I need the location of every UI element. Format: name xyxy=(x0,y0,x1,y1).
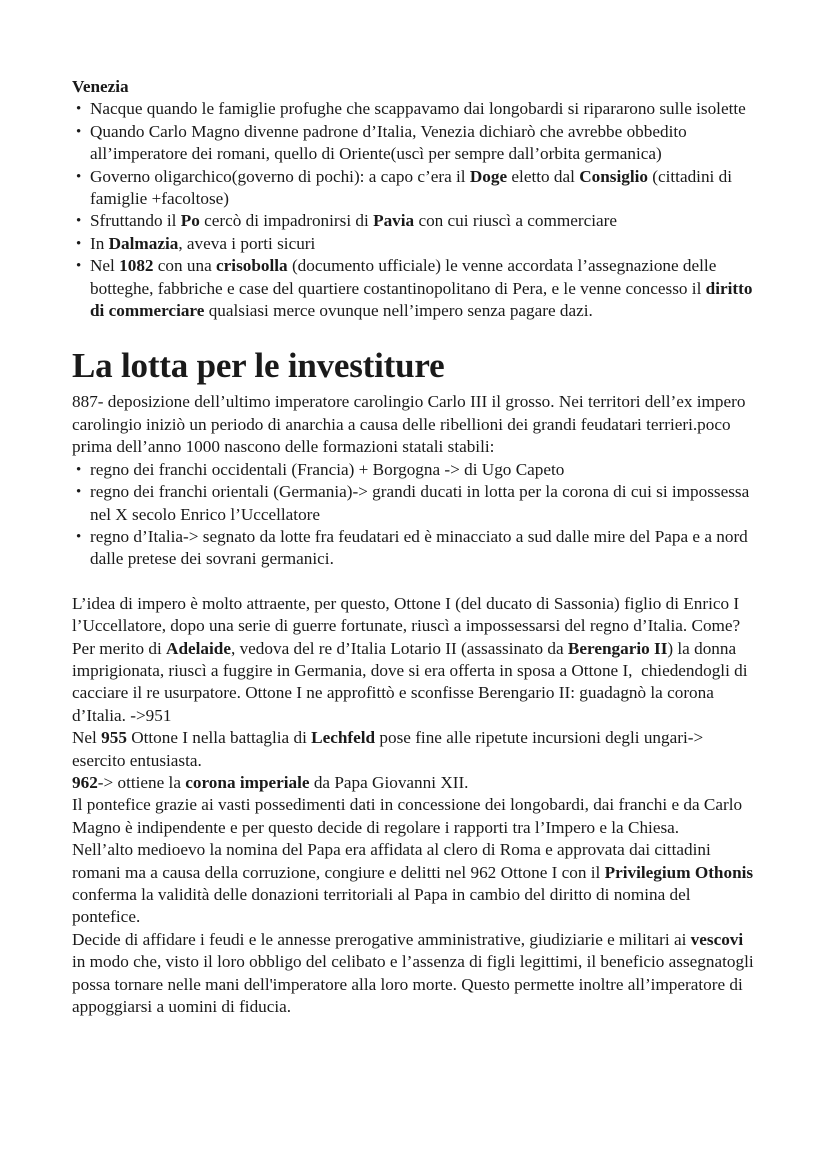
bullet-item xyxy=(72,121,758,166)
bullet-dot-icon: • xyxy=(76,168,82,185)
bold-run: Consiglio xyxy=(579,166,648,186)
text-run: Governo oligarchico(governo di pochi): a capo c’era il xyxy=(90,166,470,186)
bullet-text xyxy=(90,527,748,568)
bullet-text xyxy=(90,482,749,523)
bullet-text xyxy=(90,234,315,253)
body-paragraph xyxy=(72,638,758,728)
text-run: eletto dal xyxy=(507,166,580,186)
text-run: qualsiasi merce ovunque nell’impero senza pagare dazi. xyxy=(204,301,593,321)
body-paragraphs xyxy=(72,593,758,1019)
bullet-item xyxy=(72,481,758,526)
bold-run: Po xyxy=(180,211,200,231)
text-run: Nel xyxy=(90,256,120,276)
bullet-item xyxy=(72,459,758,481)
bullet-dot-icon: • xyxy=(76,123,82,140)
bullet-dot-icon: • xyxy=(76,213,82,230)
text-run: conferma la validità delle donazioni territoriali al Papa in cambio del diritto di nomina del pontefice. xyxy=(72,862,758,927)
text-run: , vedova del re d’Italia Lotario II (assassinato da xyxy=(230,638,568,658)
text-run: , aveva i porti sicuri xyxy=(178,233,316,253)
bold-run: crisobolla xyxy=(216,256,288,276)
bullet-dot-icon: • xyxy=(76,258,82,275)
bold-run: Privilegium Othonis xyxy=(604,862,754,882)
text-run: (documento ufficiale) le venne accordata l’assegnazione delle botteghe, fabbriche e case del quartiere costantinopolitano di Pera, e le venne concesso il xyxy=(90,256,717,298)
text-run: (cittadini di famiglie +facoltose) xyxy=(90,166,732,209)
bullet-text xyxy=(90,122,687,163)
text-run: da Papa Giovanni XII. xyxy=(309,772,469,792)
bullet-dot-icon: • xyxy=(76,101,82,118)
text-run: Quando Carlo Magno divenne padrone d’Italia, Venezia dichiarò che avrebbe obbedito all’imperatore dei romani, quello di Oriente(uscì per sempre dall’orbita germanica) xyxy=(90,121,687,164)
text-run: con una xyxy=(153,256,217,276)
text-run: in modo che, visto il loro obbligo del celibato e l’assenza di figli legittimi, il beneficio assegnatogli possa tornare nelle mani dell'imperatore alla loro morte. Questo permette inoltre all’imperatore di appoggiarsi a uomini di fiducia. xyxy=(72,929,758,1017)
bold-run: Berengario II xyxy=(567,638,668,658)
text-run: In xyxy=(90,233,109,253)
bullet-text xyxy=(90,167,732,208)
text-run: con cui riuscì a commerciare xyxy=(414,211,617,231)
text-run: Per merito di xyxy=(72,638,167,658)
body-paragraph xyxy=(72,929,758,1019)
section-venezia xyxy=(72,76,758,322)
bold-run: Pavia xyxy=(373,211,415,231)
bullet-text xyxy=(90,460,564,479)
page-title: La lotta per le investiture xyxy=(72,346,445,386)
body-paragraph xyxy=(72,593,758,638)
bullet-item xyxy=(72,526,758,571)
text-run: cercò di impadronirsi di xyxy=(199,211,374,231)
bold-run: Adelaide xyxy=(166,638,231,658)
body-paragraph xyxy=(72,794,758,839)
bold-run: diritto di commerciare xyxy=(90,278,753,321)
bold-run: Lechfeld xyxy=(311,728,376,748)
bold-run: 962 xyxy=(72,772,98,792)
bold-run: corona imperiale xyxy=(185,772,310,792)
bullet-text xyxy=(90,256,752,320)
text-run: Nacque quando le famiglie profughe che scappavamo dai longobardi si ripararono sulle isolette xyxy=(90,99,746,119)
body-paragraph xyxy=(72,839,758,929)
text-run: -> ottiene la xyxy=(97,772,186,792)
bold-run: Dalmazia xyxy=(108,233,179,253)
text-run: Il pontefice grazie ai vasti possedimenti dati in concessione dei longobardi, dai franchi e da Carlo Magno è indipendente e per questo decide di regolare i rapporti tra l’Impero e la Chiesa. xyxy=(72,795,747,837)
text-run: Nell’alto medioevo la nomina del Papa era affidata al clero di Roma e approvata dai cittadini romani ma a causa della corruzione, congiure e delitti nel 962 Ottone I con il xyxy=(72,840,716,882)
bullet-dot-icon: • xyxy=(76,235,82,252)
bullet-item xyxy=(72,98,758,120)
bullet-item xyxy=(72,255,758,322)
bold-run: vescovi xyxy=(690,929,744,949)
text-run: regno dei franchi occidentali (Francia) + Borgogna -> di Ugo Capeto xyxy=(90,459,565,479)
text-run: Nel xyxy=(72,728,102,748)
bullet-item xyxy=(72,210,758,232)
document-body xyxy=(72,76,758,1018)
body-paragraph xyxy=(72,772,758,794)
bullet-dot-icon: • xyxy=(76,461,82,478)
text-run: Decide di affidare i feudi e le annesse prerogative amministrative, giudiziarie e militari ai xyxy=(72,929,691,949)
section-lotta-investiture xyxy=(72,346,758,1018)
section-heading-venezia: Venezia xyxy=(72,77,129,96)
bullet-item xyxy=(72,233,758,255)
text-run: regno d’Italia-> segnato da lotte fra feudatari ed è minacciato a sud dalle mire del Papa e a nord dalle pretese dei sovrani germanici. xyxy=(90,526,748,569)
intro-paragraph xyxy=(72,391,758,458)
text-run: 887- deposizione dell’ultimo imperatore carolingio Carlo III il grosso. Nei territori dell’ex impero carolingio iniziò un periodo di anarchia a causa delle ribellioni dei grandi feudatari terrieri.poco prima dell’anno 1000 nascono delle formazioni statali stabili: xyxy=(72,392,750,457)
text-run: Ottone I nella battaglia di xyxy=(126,728,312,748)
text-run: L’idea di impero è molto attraente, per questo, Ottone I (del ducato di Sassonia) figlio di Enrico I l’Uccellatore, dopo una serie di guerre fortunate, riuscì a impossessarsi del regno d’Italia. Come? xyxy=(72,593,744,636)
bullet-item xyxy=(72,166,758,211)
bullet-text xyxy=(90,211,617,230)
formazioni-statali-bullet-list xyxy=(72,459,758,571)
text-run: ) la donna imprigionata, riuscì a fuggire in Germania, dove si era offerta in sposa a Ottone I, chiedendogli di cacciare il re usurpatore. Ottone I ne approfittò e sconfisse Berengario II: guadagnò la corona d’Italia. ->951 xyxy=(72,638,752,725)
bullet-text xyxy=(90,99,746,118)
venezia-bullet-list xyxy=(72,98,758,322)
text-run: pose fine alle ripetute incursioni degli ungari-> esercito entusiasta. xyxy=(72,728,708,770)
bold-run: 1082 xyxy=(119,256,154,276)
body-paragraph xyxy=(72,727,758,772)
bullet-dot-icon: • xyxy=(76,528,82,545)
bold-run: 955 xyxy=(101,728,127,748)
text-run: Sfruttando il xyxy=(90,211,181,231)
bold-run: Doge xyxy=(469,166,508,186)
text-run: regno dei franchi orientali (Germania)-> grandi ducati in lotta per la corona di cui si impossessa nel X secolo Enrico l’Uccellatore xyxy=(90,482,750,524)
spacer-before-paragraphs xyxy=(72,571,758,593)
spacer-before-title xyxy=(72,322,758,346)
bullet-dot-icon: • xyxy=(76,484,82,501)
